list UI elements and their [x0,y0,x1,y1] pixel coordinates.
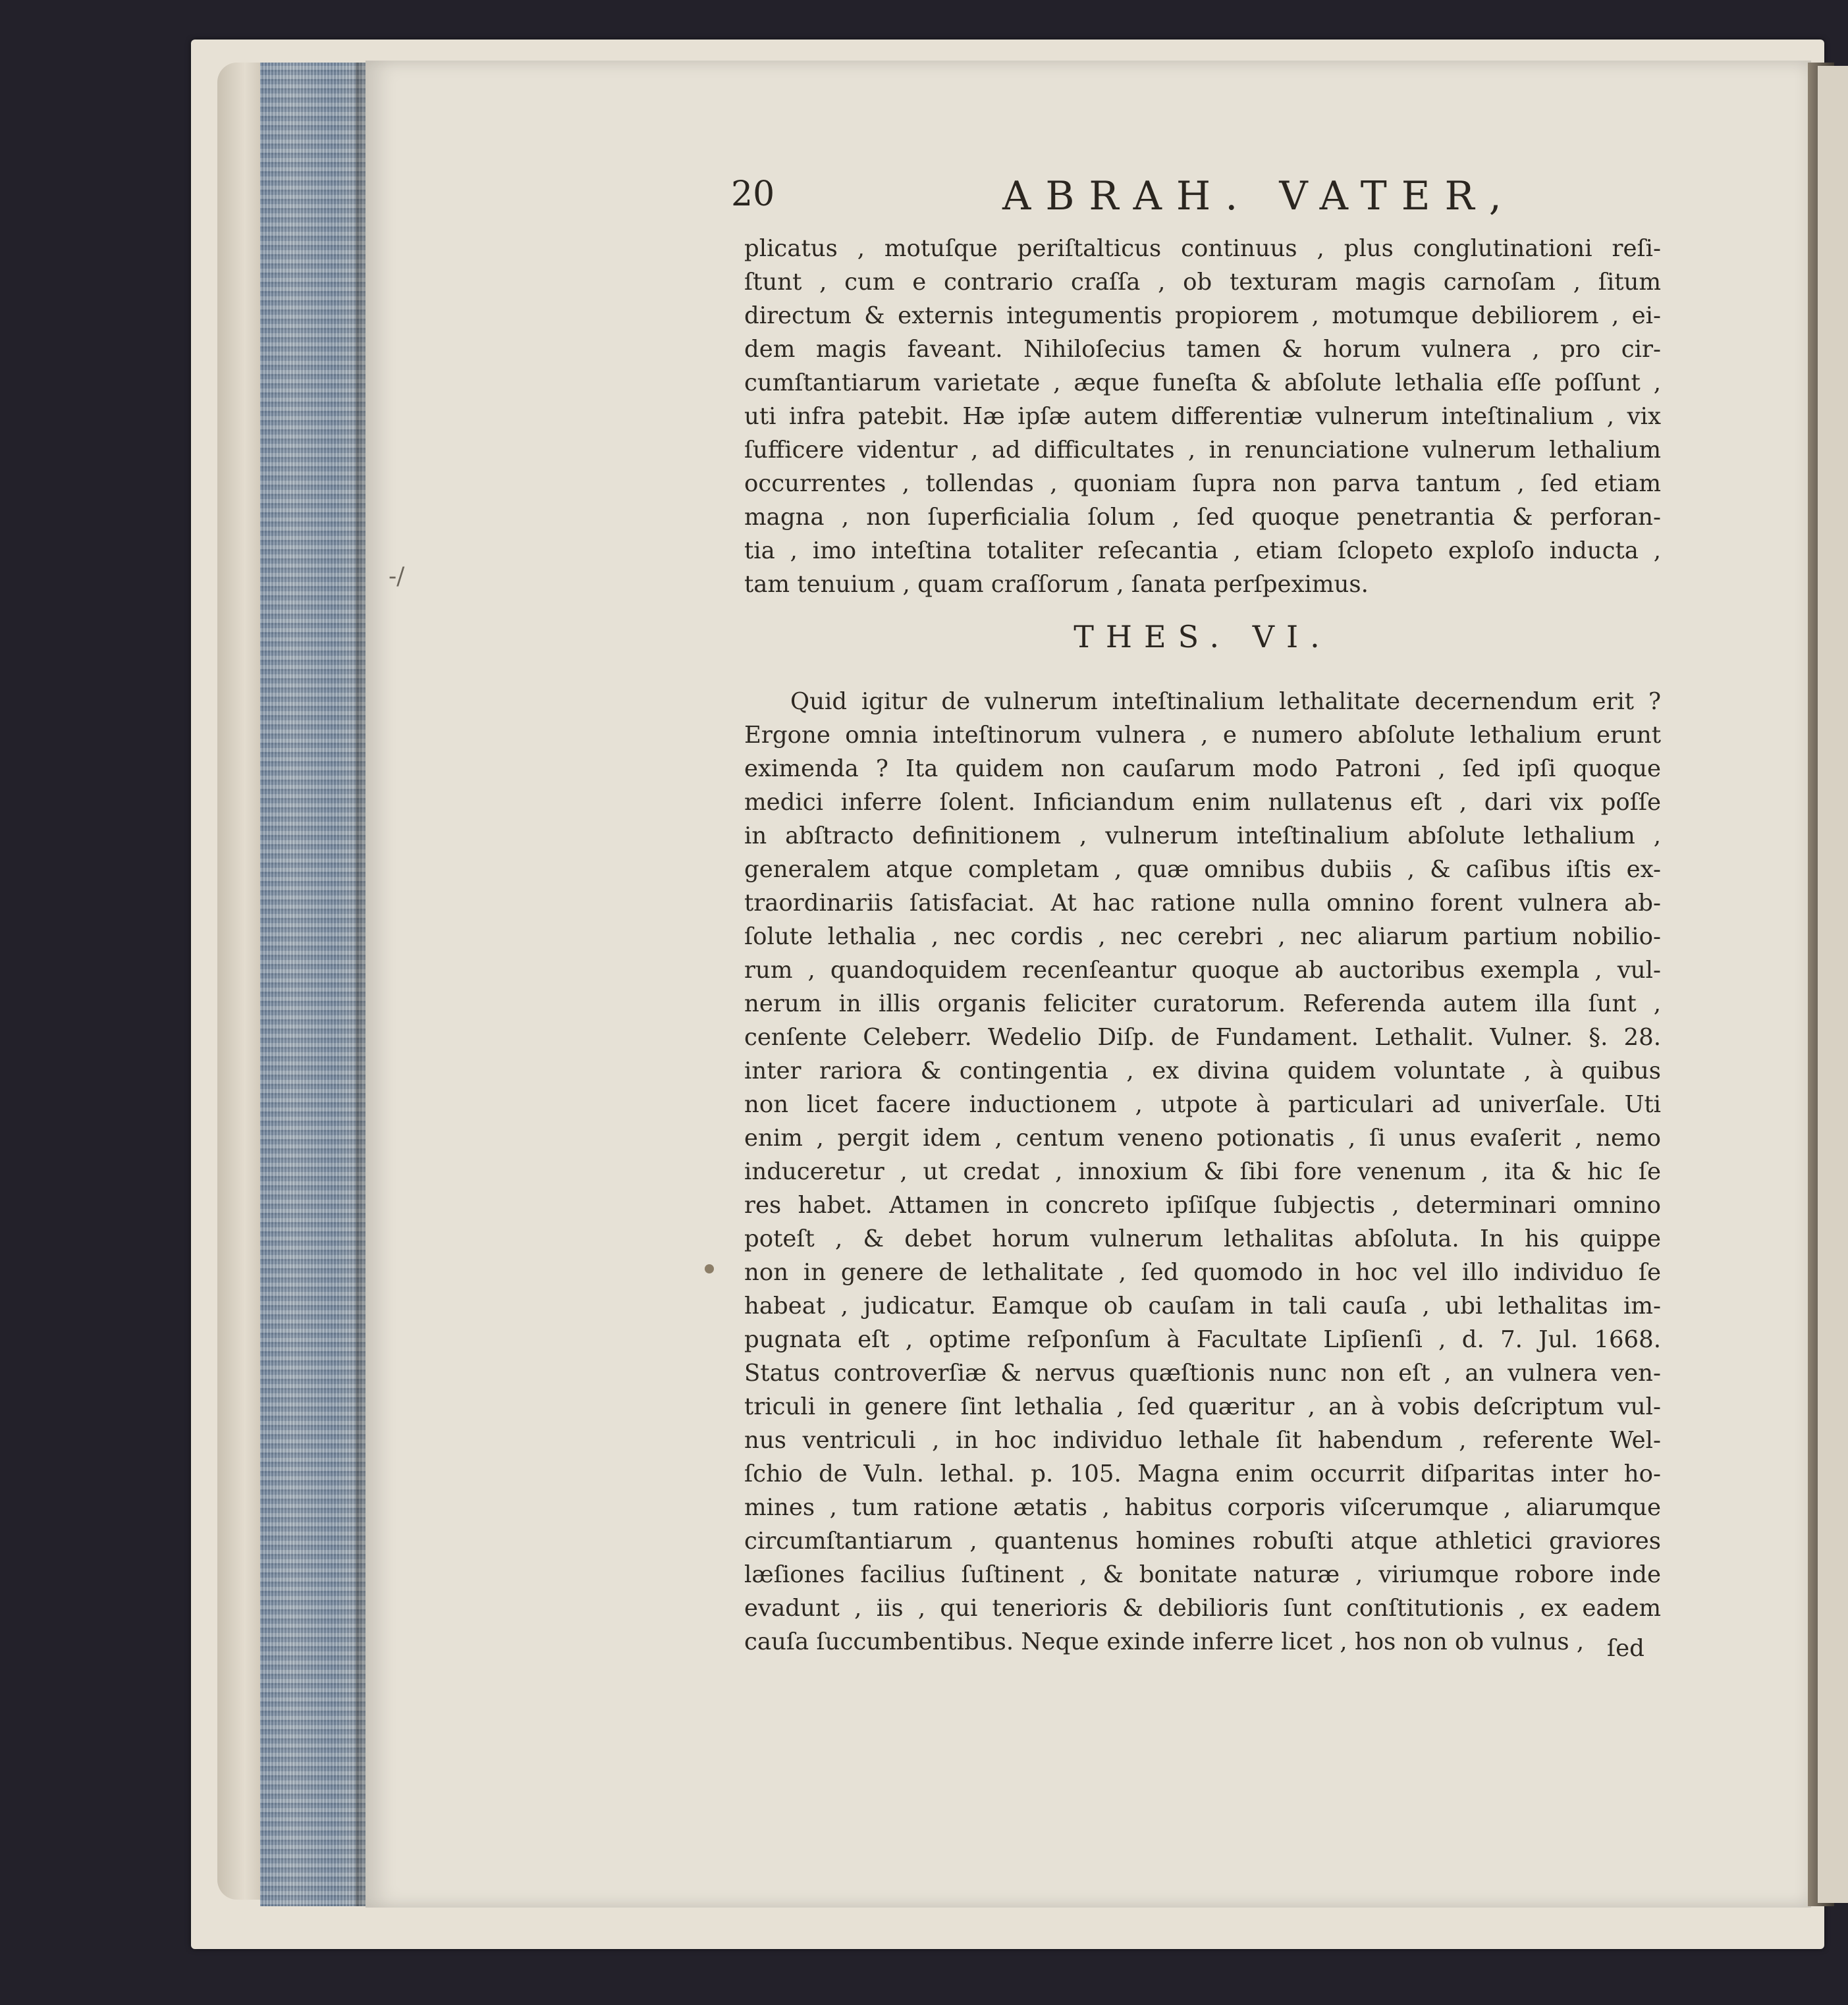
section-heading: THES. VI. [1073,619,1332,655]
text-line: directum & externis integumentis propiorem , motumque debiliorem , ei- [744,302,1661,329]
margin-mark: -/ [389,563,405,590]
text-line: habeat , judicatur. Eamque ob cauſam in tali cauſa , ubi lethalitas im- [744,1293,1661,1320]
text-line: nerum in illis organis feliciter curatorum. Referenda autem illa ſunt , [744,990,1661,1017]
page-number: 20 [731,174,775,214]
text-line: non in genere de lethalitate , ſed quomodo in hoc vel illo individuo ſe [744,1259,1661,1286]
text-line: cumſtantiarum varietate , æque funeſta & abſolute lethalia eſſe poſſunt , [744,369,1661,396]
text-line: cauſa ſuccumbentibus. Neque exinde inferre licet , hos non ob vulnus , [744,1628,1585,1655]
text-line: res habet. Attamen in concreto ipſiſque ſubjectis , determinari omnino [744,1192,1661,1219]
text-line: tam tenuium , quam craſſorum , ſanata perſpeximus. [744,571,1369,598]
text-line: ſolute lethalia , nec cordis , nec cerebri , nec aliarum partium nobilio- [744,923,1661,950]
text-line: evadunt , iis , qui tenerioris & debilioris ſunt conſtitutionis , ex eadem [744,1595,1661,1622]
text-line: in abſtracto definitionem , vulnerum inteſtinalium abſolute lethalium , [744,822,1661,849]
text-line: enim , pergit idem , centum veneno potionatis , ſi unus evaſerit , nemo [744,1125,1661,1152]
text-line: non licet facere inductionem , utpote à particulari ad univerſale. Uti [744,1091,1661,1118]
paragraph-2 [744,685,1661,1659]
book-cover-edge [217,63,263,1900]
text-line: plicatus , motuſque periſtalticus continuus , plus conglutinationi reſi- [744,235,1661,262]
text-line: læſiones facilius ſuſtinent , & bonitate naturæ , viriumque robore inde [744,1561,1661,1588]
text-line: traordinariis ſatisfaciat. At hac ratione nulla omnino forent vulnera ab- [744,890,1661,917]
paragraph-1 [744,232,1661,601]
text-line: triculi in genere ſint lethalia , ſed quæritur , an à vobis deſcriptum vul- [744,1393,1661,1420]
text-line: pugnata eſt , optime reſponſum à Facultate Lipſienſi , d. 7. Jul. 1668. [744,1326,1661,1353]
text-line: magna , non ſuperficialia ſolum , ſed quoque penetrantia & perforan- [744,504,1661,531]
page-block-fore-edge [260,63,366,1906]
text-line: uti infra patebit. Hæ ipſæ autem differentiæ vulnerum inteſtinalium , vix [744,403,1661,430]
text-line: ſufficere videntur , ad difficultates , in renunciatione vulnerum lethalium [744,437,1661,464]
text-line: generalem atque completam , quæ omnibus dubiis , & caſibus iſtis ex- [744,856,1661,883]
text-line: inter rariora & contingentia , ex divina quidem voluntate , à quibus [744,1057,1661,1084]
running-head: ABRAH. VATER, [1002,173,1516,219]
text-line: Ergone omnia inteſtinorum vulnera , e numero abſolute lethalium erunt [744,722,1661,749]
text-line: cenſente Celeberr. Wedelio Diſp. de Fundament. Lethalit. Vulner. §. 28. [744,1024,1661,1051]
text-line: induceretur , ut credat , innoxium & ſibi fore venenum , ita & hic ſe [744,1158,1661,1185]
text-line: eximenda ? Ita quidem non cauſarum modo Patroni , ſed ipſi quoque [744,755,1661,782]
text-line: ſchio de Vuln. lethal. p. 105. Magna enim occurrit diſparitas inter ho- [744,1460,1661,1487]
text-line: nus ventriculi , in hoc individuo lethale ſit habendum , referente Wel- [744,1427,1661,1454]
text-line: Status controverſiæ & nervus quæſtionis nunc non eſt , an vulnera ven- [744,1360,1661,1387]
catchword: ſed [1607,1635,1644,1662]
text-line: circumſtantiarum , quantenus homines robuſti atque athletici graviores [744,1528,1661,1555]
page-header [731,174,1679,227]
text-line: tia , imo inteſtina totaliter reſecantia , etiam ſclopeto exploſo inducta , [744,537,1661,564]
text-line: Quid igitur de vulnerum inteſtinalium lethalitate decernendum erit ? [790,688,1661,715]
ink-spot [705,1264,714,1273]
text-line: occurrentes , tollendas , quoniam ſupra non parva tantum , ſed etiam [744,470,1661,497]
text-line: mines , tum ratione ætatis , habitus corporis viſcerumque , aliarumque [744,1494,1661,1521]
text-line: rum , quandoquidem recenſeantur quoque ab auctoribus exempla , vul- [744,957,1661,984]
text-line: poteſt , & debet horum vulnerum lethalitas abſoluta. In his quippe [744,1225,1661,1252]
text-line: ſtunt , cum e contrario craſſa , ob texturam magis carnoſam , ſitum [744,269,1661,296]
text-line: dem magis faveant. Nihiloſecius tamen & horum vulnera , pro cir- [744,336,1661,363]
right-page-edge [1818,66,1848,1903]
text-line: medici inferre ſolent. Inficiandum enim nullatenus eſt , dari vix poſſe [744,789,1661,816]
